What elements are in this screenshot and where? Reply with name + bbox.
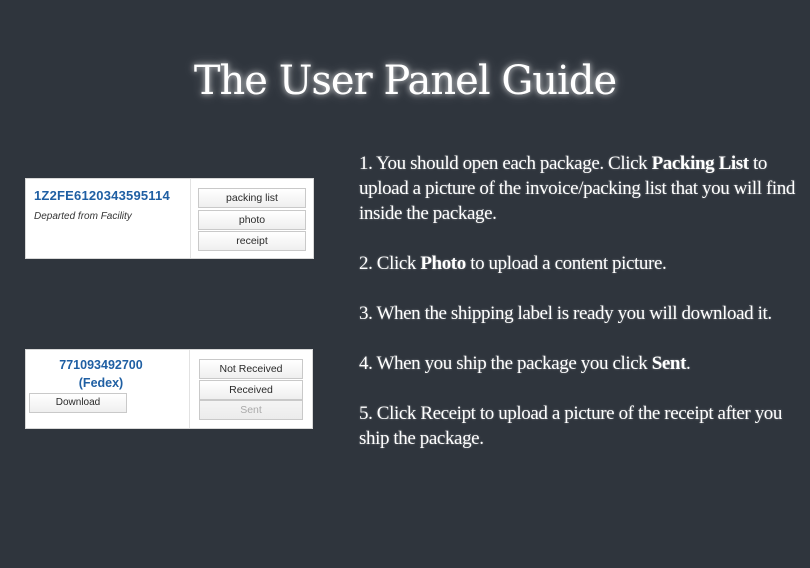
tracking-status: Departed from Facility (34, 211, 132, 222)
step-5: 5. Click Receipt to upload a picture of the receipt after you ship the package. (359, 403, 782, 449)
page-title: The User Panel Guide (193, 58, 617, 104)
shipping-tracking-number[interactable]: 771093492700 (59, 358, 143, 372)
step-1: 1. You should open each package. Click Packing List to upload a picture of the invoice/packing list that you will find inside the package. (359, 153, 795, 224)
tracking-number[interactable]: 1Z2FE6120343595114 (34, 188, 170, 203)
not-received-button[interactable]: Not Received (199, 359, 303, 379)
step-2: 2. Click Photo to upload a content picture. (359, 253, 667, 274)
card-divider (190, 179, 191, 258)
step-4: 4. When you ship the package you click Sent. (359, 353, 691, 374)
received-button[interactable]: Received (199, 380, 303, 400)
shipping-carrier: (Fedex) (78, 376, 124, 390)
tracking-card (25, 178, 314, 259)
receipt-button[interactable]: receipt (198, 231, 306, 251)
packing-list-button[interactable]: packing list (198, 188, 306, 208)
download-label-button[interactable]: Download (29, 393, 127, 413)
step-3: 3. When the shipping label is ready you will download it. (359, 303, 772, 324)
instructions-list (359, 151, 799, 476)
photo-button[interactable]: photo (198, 210, 306, 230)
card-divider (189, 350, 190, 428)
shipping-card (25, 349, 313, 429)
sent-button[interactable]: Sent (199, 400, 303, 420)
